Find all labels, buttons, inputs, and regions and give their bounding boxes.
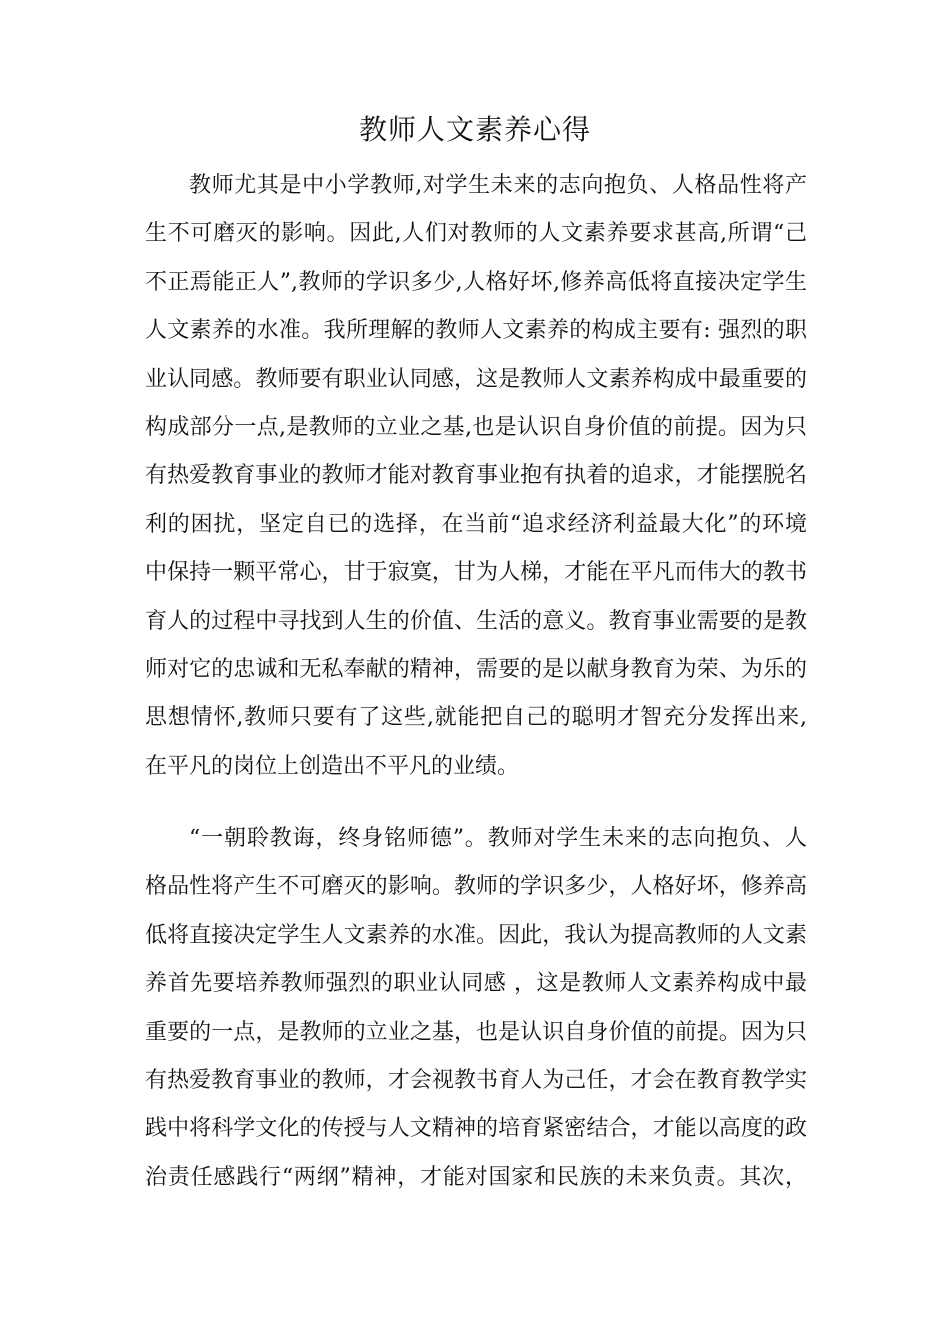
- paragraph-line: 思想情怀,教师只要有了这些,就能把自己的聪明才智充分发挥出来,: [145, 705, 807, 731]
- paragraph-line: 有热爱教育事业的教师，才会视教书育人为己任，才会在教育教学实: [145, 1067, 807, 1093]
- paragraph-line: 中保持一颗平常心，甘于寂寞，甘为人梯，才能在平凡而伟大的教书: [145, 560, 807, 586]
- paragraph-line: “一朝聆教诲，终身铭师德”。教师对学生未来的志向抱负、人: [189, 826, 807, 851]
- paragraph-line: 养首先要培养教师强烈的职业认同感 ，这是教师人文素养构成中最: [145, 971, 807, 997]
- paragraph-line: 生不可磨灭的影响。因此,人们对教师的人文素养要求甚高,所谓“己: [145, 221, 807, 247]
- paragraph-1: [145, 162, 807, 791]
- paragraph-line: 利的困扰，坚定自已的选择，在当前“追求经济利益最大化”的环境: [145, 511, 807, 537]
- paragraph-line: 治责任感践行“两纲”精神，才能对国家和民族的未来负责。其次，: [145, 1164, 807, 1190]
- paragraph-line: 不正焉能正人”,教师的学识多少,人格好坏,修养高低将直接决定学生: [145, 269, 807, 295]
- paragraph-line: 重要的一点，是教师的立业之基，也是认识自身价值的前提。因为只: [145, 1019, 807, 1045]
- paragraph-line: 构成部分一点,是教师的立业之基,也是认识自身价值的前提。因为只: [145, 414, 807, 440]
- paragraph-line: 教师尤其是中小学教师,对学生未来的志向抱负、人格品性将产: [189, 173, 807, 198]
- paragraph-line: 人文素养的水准。我所理解的教师人文素养的构成主要有: 强烈的职: [145, 318, 807, 344]
- paragraph-line: 践中将科学文化的传授与人文精神的培育紧密结合，才能以高度的政: [145, 1116, 807, 1142]
- paragraph-line: 师对它的忠诚和无私奉献的精神，需要的是以献身教育为荣、为乐的: [145, 656, 807, 682]
- paragraph-line: 育人的过程中寻找到人生的价值、生活的意义。教育事业需要的是教: [145, 608, 807, 634]
- paragraph-line: 业认同感。教师要有职业认同感，这是教师人文素养构成中最重要的: [145, 366, 807, 392]
- paragraph-2: [145, 815, 807, 1202]
- paragraph-line: 格品性将产生不可磨灭的影响。教师的学识多少，人格好坏，修养高: [145, 874, 807, 900]
- paragraph-line: 在平凡的岗位上创造出不平凡的业绩。: [145, 753, 520, 779]
- document-title: 教师人文素养心得: [358, 113, 591, 146]
- paragraph-line: 有热爱教育事业的教师才能对教育事业抱有执着的追求，才能摆脱名: [145, 463, 807, 489]
- paragraph-line: 低将直接决定学生人文素养的水准。因此，我认为提高教师的人文素: [145, 922, 807, 948]
